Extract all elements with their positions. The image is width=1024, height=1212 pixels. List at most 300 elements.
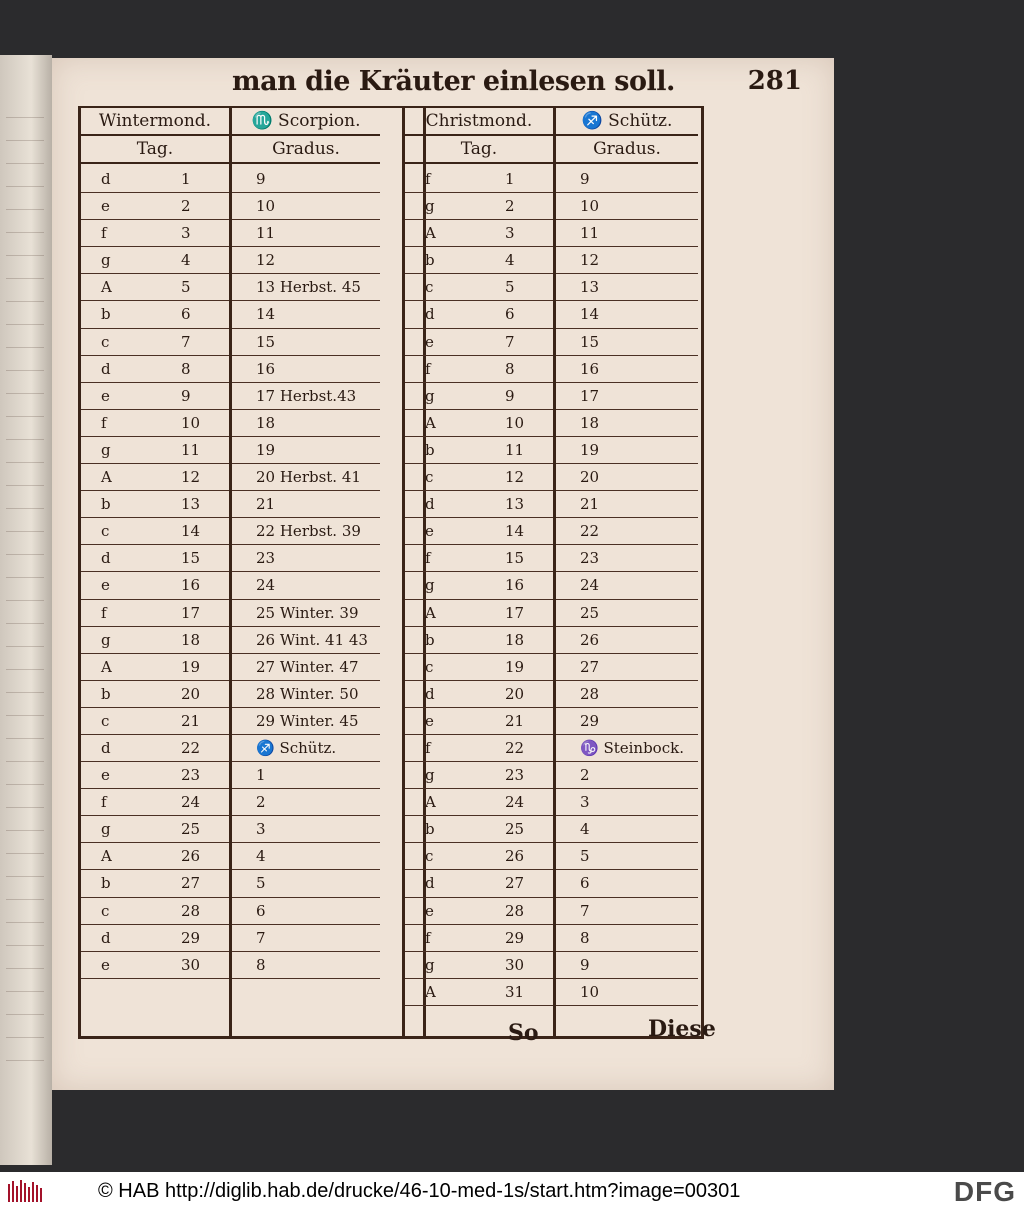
day-header: Tag. — [81, 136, 229, 164]
day-number: 20 — [181, 684, 201, 703]
day-number: 9 — [181, 386, 191, 405]
table-row — [232, 166, 380, 193]
degree-value: 12 — [256, 251, 276, 270]
table-row — [405, 572, 553, 599]
day-number: 3 — [505, 224, 515, 243]
degree-value: 26 — [580, 630, 600, 649]
table-row — [405, 627, 553, 654]
degree-value: 10 — [580, 197, 600, 216]
table-row — [232, 843, 380, 870]
week-letter: b — [425, 820, 435, 839]
day-number: 21 — [181, 711, 201, 730]
table-row — [81, 518, 229, 545]
degree-value: 13 — [580, 278, 600, 297]
day-number: 24 — [181, 793, 201, 812]
table-row — [556, 329, 698, 356]
table-row — [232, 491, 380, 518]
dfg-logo[interactable]: DFG — [953, 1176, 1016, 1207]
table-row — [405, 220, 553, 247]
degree-value: 15 — [580, 332, 600, 351]
table-row — [81, 193, 229, 220]
table-row — [81, 410, 229, 437]
week-letter: c — [101, 332, 110, 351]
degree-value: 29 Winter. 45 — [256, 711, 359, 730]
week-letter: d — [101, 549, 111, 568]
table-row — [405, 843, 553, 870]
table-row — [556, 274, 698, 301]
table-row — [556, 789, 698, 816]
table-row — [556, 545, 698, 572]
table-row — [405, 383, 553, 410]
table-row — [232, 708, 380, 735]
day-number: 19 — [505, 657, 525, 676]
table-row — [81, 735, 229, 762]
degree-value: 28 — [580, 684, 600, 703]
week-letter: d — [101, 928, 111, 947]
table-row — [232, 220, 380, 247]
table-row — [405, 681, 553, 708]
week-letter: e — [101, 197, 110, 216]
degree-value: 3 — [580, 793, 590, 812]
scorpion-degree-column — [232, 108, 380, 1036]
degree-value: 11 — [580, 224, 600, 243]
week-letter: d — [101, 170, 111, 188]
day-number: 9 — [505, 386, 515, 405]
week-letter: g — [101, 820, 111, 839]
table-row — [556, 870, 698, 897]
day-number: 1 — [181, 170, 191, 188]
table-row — [405, 193, 553, 220]
table-row — [405, 870, 553, 897]
degree-value: 9 — [256, 170, 266, 188]
day-number: 11 — [505, 440, 525, 459]
table-row — [232, 816, 380, 843]
week-letter: d — [425, 874, 435, 893]
day-number: 15 — [181, 549, 201, 568]
day-number: 12 — [505, 468, 525, 487]
week-letter: b — [425, 630, 435, 649]
sign-header: ♏ Scorpion. — [232, 108, 380, 136]
degree-value: 10 — [256, 197, 276, 216]
degree-header: Gradus. — [556, 136, 698, 164]
day-number: 25 — [505, 820, 525, 839]
degree-value: 23 — [580, 549, 600, 568]
day-number: 6 — [181, 305, 191, 324]
table-row — [232, 762, 380, 789]
day-number: 8 — [181, 359, 191, 378]
degree-value: 26 Wint. 41 43 — [256, 630, 368, 649]
table-row — [81, 870, 229, 897]
degree-value: 5 — [580, 847, 590, 866]
day-number: 27 — [505, 874, 525, 893]
day-number: 26 — [181, 847, 201, 866]
week-letter: e — [425, 711, 434, 730]
day-number: 22 — [181, 738, 201, 757]
table-row — [556, 572, 698, 599]
table-row — [232, 193, 380, 220]
week-letter: b — [101, 684, 111, 703]
day-number: 2 — [181, 197, 191, 216]
table-row — [81, 843, 229, 870]
week-letter: A — [101, 847, 112, 866]
table-row — [556, 843, 698, 870]
day-number: 28 — [181, 901, 201, 920]
degree-value: 3 — [256, 820, 266, 839]
week-letter: e — [101, 766, 110, 785]
table-row — [556, 979, 698, 1006]
week-letter: c — [101, 901, 110, 920]
day-number: 22 — [505, 738, 525, 757]
week-letter: d — [425, 495, 435, 514]
wintermond-table — [78, 106, 426, 1039]
day-number: 16 — [181, 576, 201, 595]
week-letter: d — [425, 305, 435, 324]
table-row — [556, 735, 698, 762]
degree-value: 21 — [256, 495, 276, 514]
day-number: 30 — [505, 955, 525, 974]
week-letter: f — [425, 359, 431, 378]
table-row — [556, 491, 698, 518]
week-letter: f — [101, 413, 107, 432]
day-number: 11 — [181, 440, 201, 459]
table-row — [81, 572, 229, 599]
table-row — [556, 220, 698, 247]
day-number: 10 — [181, 413, 201, 432]
week-letter: b — [425, 251, 435, 270]
table-row — [556, 301, 698, 328]
month-header: Wintermond. — [81, 108, 229, 136]
degree-value: ♐ Schütz. — [256, 738, 337, 757]
christmond-table — [402, 106, 704, 1039]
degree-value: 21 — [580, 495, 600, 514]
table-row — [232, 464, 380, 491]
degree-value: 27 Winter. 47 — [256, 657, 359, 676]
table-row — [232, 600, 380, 627]
degree-value: 4 — [580, 820, 590, 839]
table-row — [405, 301, 553, 328]
week-letter: A — [101, 468, 112, 487]
day-number: 16 — [505, 576, 525, 595]
table-row — [405, 437, 553, 464]
sign-header: ♐ Schütz. — [556, 108, 698, 136]
week-letter: g — [425, 955, 435, 974]
day-number: 14 — [505, 522, 525, 541]
day-number: 29 — [505, 928, 525, 947]
week-letter: g — [425, 766, 435, 785]
table-row — [81, 627, 229, 654]
day-number: 12 — [181, 468, 201, 487]
table-row — [81, 220, 229, 247]
table-row — [81, 437, 229, 464]
table-row — [81, 600, 229, 627]
degree-value: 23 — [256, 549, 276, 568]
day-number: 26 — [505, 847, 525, 866]
table-row — [556, 383, 698, 410]
day-number: 14 — [181, 522, 201, 541]
table-row — [405, 247, 553, 274]
degree-value: 5 — [256, 874, 266, 893]
table-row — [405, 654, 553, 681]
day-number: 4 — [505, 251, 515, 270]
day-number: 5 — [181, 278, 191, 297]
week-letter: A — [425, 413, 436, 432]
week-letter: c — [425, 468, 434, 487]
table-row — [405, 925, 553, 952]
degree-value: 9 — [580, 170, 590, 188]
table-row — [556, 952, 698, 979]
table-row — [232, 518, 380, 545]
running-title: man die Kräuter einlesen soll. — [232, 66, 675, 97]
copyright-link[interactable]: © HAB http://diglib.hab.de/drucke/46-10-med-1s/start.htm?image=00301 — [98, 1180, 741, 1202]
degree-value: 19 — [580, 440, 600, 459]
table-row — [405, 329, 553, 356]
day-number: 8 — [505, 359, 515, 378]
degree-value: 24 — [256, 576, 276, 595]
degree-value: 29 — [580, 711, 600, 730]
week-letter: e — [101, 576, 110, 595]
table-row — [81, 329, 229, 356]
month-header: Christmond. — [405, 108, 553, 136]
day-number: 1 — [505, 170, 515, 188]
degree-value: 19 — [256, 440, 276, 459]
week-letter: b — [425, 440, 435, 459]
page-header — [232, 66, 802, 106]
week-letter: f — [425, 738, 431, 757]
week-letter: b — [101, 874, 111, 893]
adjacent-page-edge — [0, 55, 52, 1165]
table-row — [405, 762, 553, 789]
table-row — [405, 979, 553, 1006]
wintermond-day-column — [81, 108, 229, 1036]
table-row — [405, 464, 553, 491]
day-number: 27 — [181, 874, 201, 893]
week-letter: g — [101, 630, 111, 649]
table-row — [81, 274, 229, 301]
degree-value: 24 — [580, 576, 600, 595]
day-number: 20 — [505, 684, 525, 703]
day-number: 21 — [505, 711, 525, 730]
day-number: 7 — [181, 332, 191, 351]
table-row — [556, 816, 698, 843]
table-row — [81, 952, 229, 979]
week-letter: g — [425, 386, 435, 405]
week-letter: e — [101, 955, 110, 974]
day-number: 18 — [505, 630, 525, 649]
table-row — [81, 491, 229, 518]
week-letter: f — [425, 170, 431, 188]
week-letter: A — [425, 603, 436, 622]
degree-value: 18 — [256, 413, 276, 432]
day-number: 2 — [505, 197, 515, 216]
degree-value: 22 — [580, 522, 600, 541]
day-number: 31 — [505, 982, 525, 1001]
degree-value: 28 Winter. 50 — [256, 684, 359, 703]
week-letter: c — [425, 278, 434, 297]
viewer-footer — [0, 1172, 1024, 1212]
table-row — [232, 735, 380, 762]
table-row — [81, 925, 229, 952]
table-row — [405, 166, 553, 193]
table-row — [556, 708, 698, 735]
table-row — [556, 437, 698, 464]
degree-value: 22 Herbst. 39 — [256, 522, 361, 541]
week-letter: f — [101, 603, 107, 622]
table-row — [232, 952, 380, 979]
degree-value: 6 — [580, 874, 590, 893]
week-letter: b — [101, 495, 111, 514]
catchword-right: Diese — [648, 1016, 716, 1042]
day-number: 24 — [505, 793, 525, 812]
week-letter: e — [425, 901, 434, 920]
table-row — [232, 627, 380, 654]
table-row — [405, 952, 553, 979]
table-row — [556, 356, 698, 383]
table-row — [81, 166, 229, 193]
week-letter: g — [425, 197, 435, 216]
table-row — [232, 383, 380, 410]
week-letter: c — [425, 847, 434, 866]
degree-value: 17 Herbst.43 — [256, 386, 357, 405]
day-number: 13 — [505, 495, 525, 514]
table-row — [556, 925, 698, 952]
week-letter: A — [425, 793, 436, 812]
table-row — [556, 247, 698, 274]
table-row — [81, 356, 229, 383]
table-row — [556, 654, 698, 681]
table-row — [556, 762, 698, 789]
table-row — [81, 383, 229, 410]
table-row — [556, 193, 698, 220]
degree-value: 2 — [580, 766, 590, 785]
degree-header: Gradus. — [232, 136, 380, 164]
week-letter: f — [425, 549, 431, 568]
table-row — [232, 545, 380, 572]
table-row — [232, 410, 380, 437]
day-number: 25 — [181, 820, 201, 839]
table-row — [405, 816, 553, 843]
table-row — [405, 735, 553, 762]
day-number: 19 — [181, 657, 201, 676]
table-row — [81, 464, 229, 491]
day-number: 13 — [181, 495, 201, 514]
degree-value: 12 — [580, 251, 600, 270]
week-letter: e — [425, 522, 434, 541]
degree-value: 20 Herbst. 41 — [256, 468, 361, 487]
day-number: 23 — [181, 766, 201, 785]
degree-value: 10 — [580, 982, 600, 1001]
table-row — [232, 925, 380, 952]
degree-value: 9 — [580, 955, 590, 974]
table-row — [405, 600, 553, 627]
degree-value: 8 — [256, 955, 266, 974]
table-row — [81, 789, 229, 816]
table-row — [405, 274, 553, 301]
day-number: 17 — [505, 603, 525, 622]
day-header: Tag. — [405, 136, 553, 164]
day-number: 28 — [505, 901, 525, 920]
degree-value: 16 — [256, 359, 276, 378]
week-letter: f — [101, 793, 107, 812]
table-row — [556, 166, 698, 193]
table-row — [232, 274, 380, 301]
table-row — [556, 600, 698, 627]
week-letter: g — [101, 251, 111, 270]
degree-value: 11 — [256, 224, 276, 243]
week-letter: f — [425, 928, 431, 947]
day-number: 15 — [505, 549, 525, 568]
day-number: 10 — [505, 413, 525, 432]
week-letter: f — [101, 224, 107, 243]
degree-value: 7 — [580, 901, 590, 920]
degree-value: 14 — [256, 305, 276, 324]
christmond-day-column — [405, 108, 553, 1036]
degree-value: ♑ Steinbock. — [580, 738, 684, 757]
week-letter: c — [101, 711, 110, 730]
table-row — [81, 301, 229, 328]
table-row — [232, 329, 380, 356]
table-row — [81, 681, 229, 708]
table-row — [81, 762, 229, 789]
degree-value: 2 — [256, 793, 266, 812]
table-row — [232, 437, 380, 464]
table-row — [405, 410, 553, 437]
table-row — [232, 572, 380, 599]
table-row — [556, 898, 698, 925]
table-row — [232, 654, 380, 681]
day-number: 18 — [181, 630, 201, 649]
table-row — [232, 898, 380, 925]
week-letter: g — [425, 576, 435, 595]
week-letter: c — [425, 657, 434, 676]
degree-value: 20 — [580, 468, 600, 487]
week-letter: d — [425, 684, 435, 703]
table-row — [556, 681, 698, 708]
table-row — [405, 491, 553, 518]
week-letter: A — [425, 224, 436, 243]
day-number: 4 — [181, 251, 191, 270]
page-number: 281 — [747, 66, 802, 96]
week-letter: c — [101, 522, 110, 541]
week-letter: e — [101, 386, 110, 405]
week-letter: A — [425, 982, 436, 1001]
book-page — [52, 58, 834, 1090]
week-letter: g — [101, 440, 111, 459]
degree-value: 17 — [580, 386, 600, 405]
week-letter: A — [101, 657, 112, 676]
day-number: 6 — [505, 305, 515, 324]
week-letter: d — [101, 738, 111, 757]
week-letter: A — [101, 278, 112, 297]
day-number: 29 — [181, 928, 201, 947]
table-row — [81, 654, 229, 681]
table-row — [556, 410, 698, 437]
hab-logo-icon — [6, 1178, 44, 1206]
degree-value: 25 Winter. 39 — [256, 603, 359, 622]
degree-value: 14 — [580, 305, 600, 324]
degree-value: 4 — [256, 847, 266, 866]
table-row — [405, 898, 553, 925]
week-letter: d — [101, 359, 111, 378]
week-letter: e — [425, 332, 434, 351]
day-number: 7 — [505, 332, 515, 351]
day-number: 17 — [181, 603, 201, 622]
table-row — [556, 627, 698, 654]
table-row — [405, 708, 553, 735]
table-row — [81, 708, 229, 735]
degree-value: 25 — [580, 603, 600, 622]
schuetz-degree-column — [556, 108, 698, 1036]
degree-value: 7 — [256, 928, 266, 947]
